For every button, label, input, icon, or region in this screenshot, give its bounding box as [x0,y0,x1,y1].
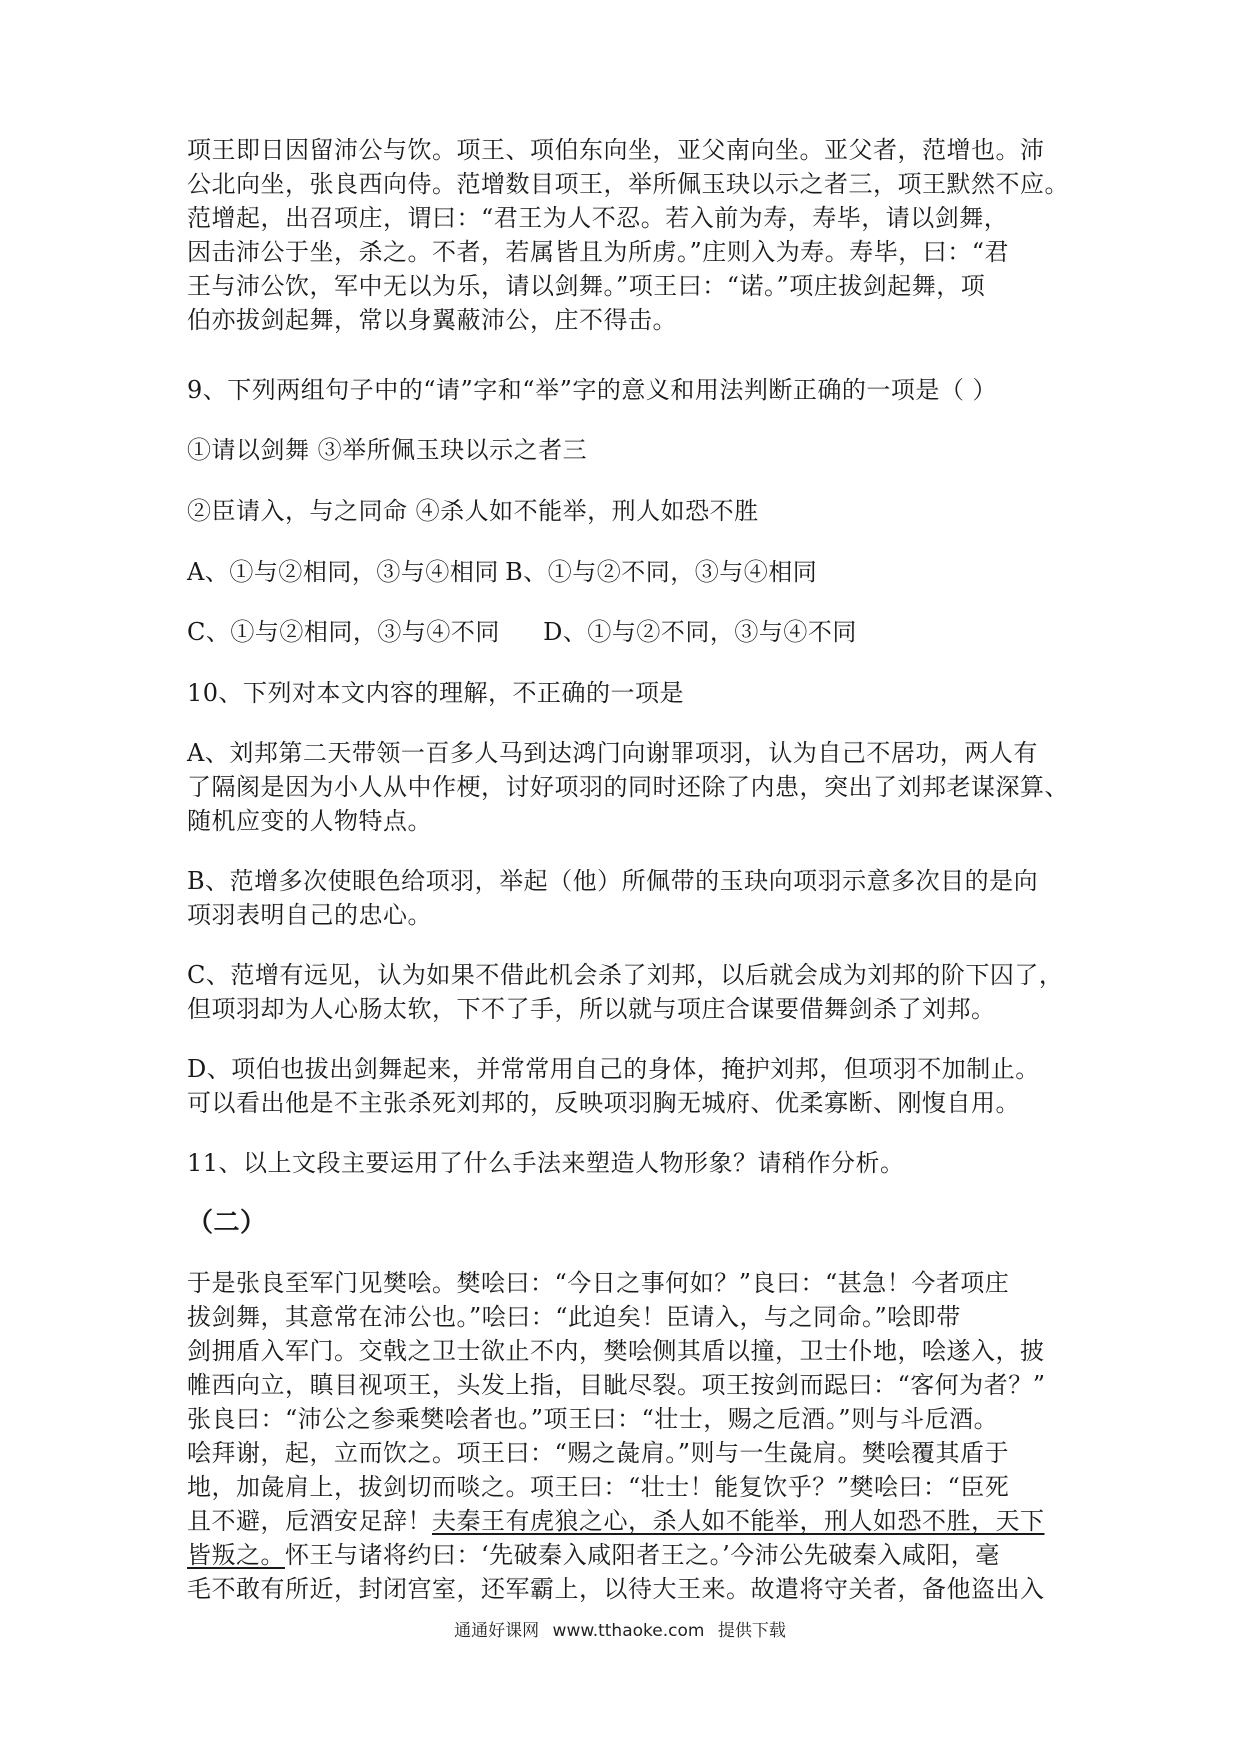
passage-text: 且不避，卮酒安足辞！ [187,1507,432,1535]
option-line: 项羽表明自己的忠心。 [187,901,432,929]
passage-line [187,1538,1057,1572]
question-10-option-b [187,864,1057,932]
option-line: 了隔阂是因为小人从中作梗，讨好项羽的同时还除了内患，突出了刘邦老谋深算、 [187,773,1069,801]
question-9-item-group-1: ①请以剑舞 ③举所佩玉玦以示之者三 [187,436,588,464]
passage-line: 帷西向立，瞋目视项王，头发上指，目眦尽裂。项王按剑而跽曰：“客何为者？” [187,1371,1046,1399]
passage-line: 范增起，出召项庄，谓曰：“君王为人不忍。若入前为寿，寿毕，请以剑舞， [187,204,1009,232]
passage-line: 剑拥盾入军门。交戟之卫士欲止不内，樊哙侧其盾以撞，卫士仆地，哙遂入，披 [187,1337,1045,1365]
page-footer [0,1616,1240,1641]
passage-line: 于是张良至军门见樊哙。樊哙曰：“今日之事何如？”良曰：“甚急！今者项庄 [187,1269,1010,1297]
question-9-options-ab [187,555,1057,589]
question-9-item-group-2: ②臣请入，与之同命 ④杀人如不能举，刑人如恐不胜 [187,497,759,525]
question-10-option-d [187,1052,1057,1120]
question-9-option-d: D、①与②不同，③与④不同 [543,618,857,646]
option-line: 可以看出他是不主张杀死刘邦的，反映项羽胸无城府、优柔寡断、刚愎自用。 [187,1089,1020,1117]
passage-line: 地，加彘肩上，拔剑切而啖之。项王曰：“壮士！能复饮乎？”樊哙曰：“臣死 [187,1473,1010,1501]
question-9-option-c: C、①与②相同，③与④不同 [187,618,500,646]
passage-line: 哙拜谢，起，立而饮之。项王曰：“赐之彘肩。”则与一生彘肩。樊哙覆其盾于 [187,1439,1010,1467]
question-9-option-a: A、①与②相同，③与④相同 [187,558,499,586]
passage-line: 张良曰：“沛公之参乘樊哙者也。”项王曰：“壮士，赐之卮酒。”则与斗卮酒。 [187,1405,999,1433]
footer-site-name: 通通好课网 [454,1621,540,1641]
passage-line: 项王即日因留沛公与饮。项王、项伯东向坐，亚父南向坐。亚父者，范增也。沛 [187,136,1045,164]
passage-line: 伯亦拔剑起舞，常以身翼蔽沛公，庄不得击。 [187,306,677,334]
passage-text: 怀王与诸将约曰：‘先破秦入咸阳者王之。’今沛公先破秦入咸阳，毫 [285,1541,1000,1569]
section-two-title: （二） [187,1208,267,1238]
passage-two [187,1266,1057,1606]
question-10-option-c [187,958,1064,1026]
passage-line: 因击沛公于坐，杀之。不者，若属皆且为所虏。”庄则入为寿。寿毕，曰：“君 [187,238,1010,266]
option-line: 但项羽却为人心肠太软，下不了手，所以就与项庄合谋要借舞剑杀了刘邦。 [187,995,996,1023]
passage-one [187,133,1069,337]
question-9-option-b: B、①与②不同，③与④相同 [505,558,818,586]
option-line: B、范增多次使眼色给项羽，举起（他）所佩带的玉玦向项羽示意多次目的是向 [187,867,1039,895]
question-10-stem: 10、下列对本文内容的理解，不正确的一项是 [187,679,685,707]
passage-line: 拔剑舞，其意常在沛公也。”哙曰：“此迫矣！臣请入，与之同命。”哙即带 [187,1303,961,1331]
passage-line: 毛不敢有所近，封闭宫室，还军霸上，以待大王来。故遣将守关者，备他盗出入 [187,1575,1045,1603]
question-11-stem: 11、以上文段主要运用了什么手法来塑造人物形象？请稍作分析。 [187,1149,905,1177]
footer-url[interactable]: www.tthaoke.com [552,1621,705,1641]
footer-suffix: 提供下载 [717,1621,786,1641]
underlined-sentence-end: 皆叛之。 [187,1541,285,1569]
option-line: D、项伯也拔出剑舞起来，并常常用自己的身体，掩护刘邦，但项羽不加制止。 [187,1055,1040,1083]
passage-line: 王与沛公饮，军中无以为乐，请以剑舞。”项王曰：“诺。”项庄拔剑起舞，项 [187,272,986,300]
question-10-option-a [187,736,1069,838]
passage-line [187,1504,1057,1538]
question-9-stem: 9、下列两组句子中的“请”字和“举”字的意义和用法判断正确的一项是（ ） [187,376,997,404]
option-line: 随机应变的人物特点。 [187,807,432,835]
option-line: A、刘邦第二天带领一百多人马到达鸿门向谢罪项羽，认为自己不居功，两人有 [187,739,1038,767]
underlined-sentence: 夫秦王有虎狼之心，杀人如不能举，刑人如恐不胜，天下 [432,1507,1045,1535]
option-line: C、范增有远见，认为如果不借此机会杀了刘邦，以后就会成为刘邦的阶下囚了， [187,961,1064,989]
question-9-options-cd [187,615,1057,649]
passage-line: 公北向坐，张良西向侍。范增数目项王，举所佩玉玦以示之者三，项王默然不应。 [187,170,1069,198]
